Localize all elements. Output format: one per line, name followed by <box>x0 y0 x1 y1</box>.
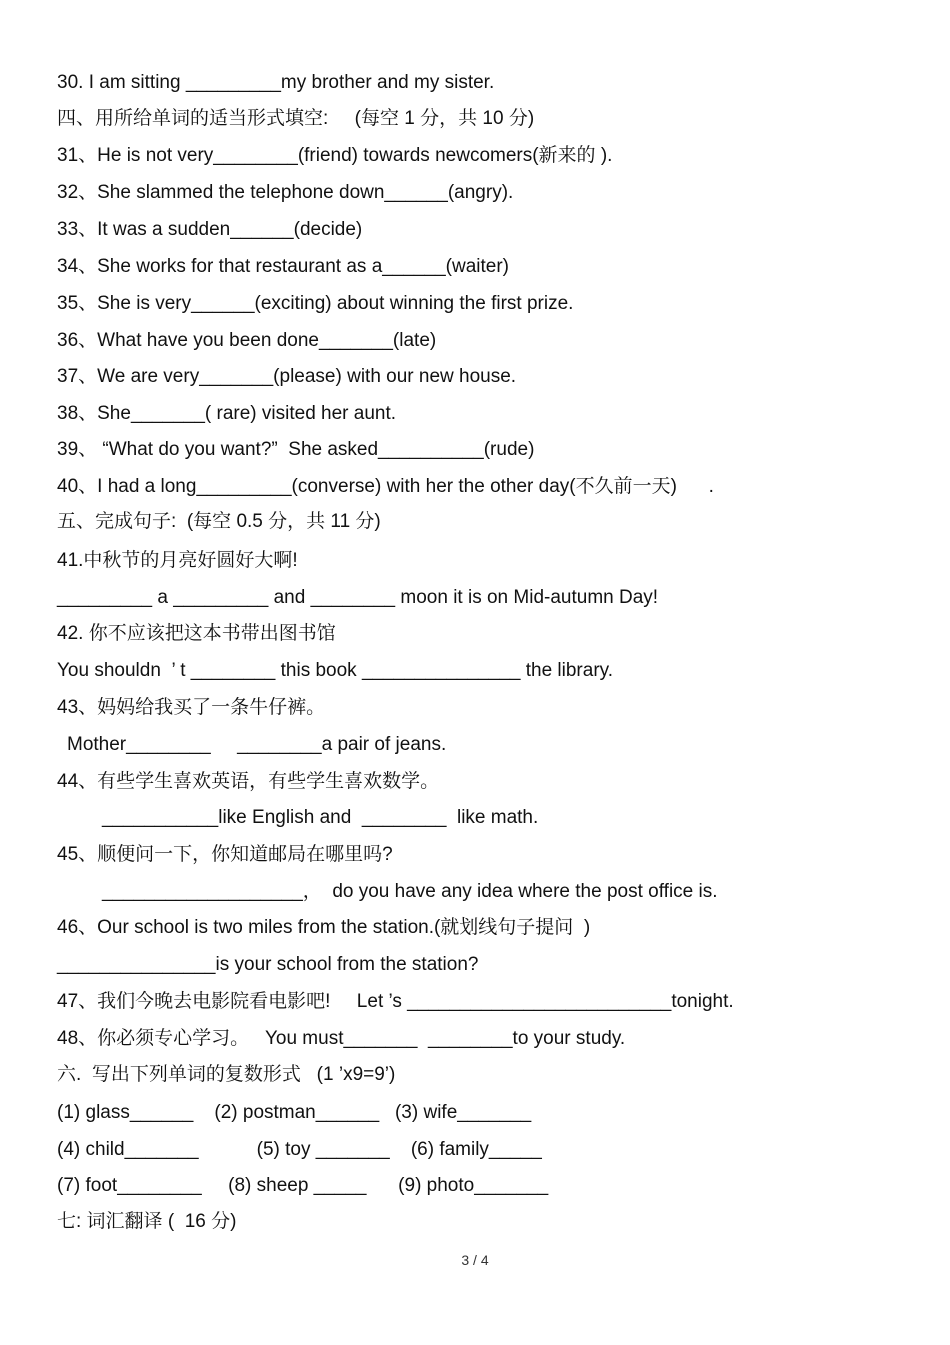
page-number: 3 / 4 <box>461 1252 489 1268</box>
question-32: 32、She slammed the telephone down______(angry). <box>57 182 514 203</box>
question-46-prompt: 46、Our school is two miles from the station.(就划线句子提问 ) <box>57 917 591 938</box>
question-42-blanks: You shouldn ’ t ________ this book _______________ the library. <box>57 660 614 681</box>
question-41-blanks: _________ a _________ and ________ moon it is on Mid-autumn Day! <box>57 587 659 608</box>
section-6-heading: 六. 写出下列单词的复数形式 (1 ’x9=9’) <box>57 1064 396 1085</box>
question-40: 40、I had a long_________(converse) with her the other day(不久前一天) . <box>57 476 714 497</box>
question-43-blanks: Mother________ ________a pair of jeans. <box>67 734 447 755</box>
question-31: 31、He is not very________(friend) towards newcomers(新来的 ). <box>57 145 613 166</box>
question-46-blanks: _______________is your school from the station? <box>57 954 479 975</box>
question-36: 36、What have you been done_______(late) <box>57 330 437 351</box>
question-48: 48、你必须专心学习。 You must_______ ________to your study. <box>57 1028 626 1049</box>
question-30: 30. I am sitting _________my brother and my sister. <box>57 72 495 93</box>
question-33: 33、It was a sudden______(decide) <box>57 219 363 240</box>
question-44-prompt: 44、有些学生喜欢英语，有些学生喜欢数学。 <box>57 771 440 792</box>
question-34: 34、She works for that restaurant as a______(waiter) <box>57 256 510 277</box>
question-42-prompt: 42. 你不应该把这本书带出图书馆 <box>57 623 336 644</box>
question-38: 38、She_______( rare) visited her aunt. <box>57 403 397 424</box>
section-5-heading: 五、完成句子: (每空 0.5 分，共 11 分) <box>57 511 381 532</box>
question-44-blanks: ___________like English and ________ like math. <box>102 807 539 828</box>
section-7-heading: 七: 词汇翻译 ( 16 分) <box>57 1211 237 1232</box>
question-37: 37、We are very_______(please) with our new house. <box>57 366 517 387</box>
section-4-heading: 四、用所给单词的适当形式填空: (每空 1 分，共 10 分) <box>57 108 535 129</box>
question-35: 35、She is very______(exciting) about winning the first prize. <box>57 293 574 314</box>
plural-row-3: (7) foot________ (8) sheep _____ (9) photo_______ <box>57 1175 549 1196</box>
question-43-prompt: 43、妈妈给我买了一条牛仔裤。 <box>57 697 326 718</box>
question-41-prompt: 41.中秋节的月亮好圆好大啊! <box>57 550 298 571</box>
question-47: 47、我们今晚去电影院看电影吧! Let ’s _________________________tonight. <box>57 991 734 1012</box>
plural-row-2: (4) child_______ (5) toy _______ (6) family_____ <box>57 1139 542 1160</box>
question-45-blanks: ___________________， do you have any idea where the post office is. <box>102 881 718 902</box>
plural-row-1: (1) glass______ (2) postman______ (3) wife_______ <box>57 1102 532 1123</box>
question-45-prompt: 45、顺便问一下，你知道邮局在哪里吗? <box>57 844 393 865</box>
question-39: 39、 “What do you want?” She asked__________(rude) <box>57 439 535 460</box>
